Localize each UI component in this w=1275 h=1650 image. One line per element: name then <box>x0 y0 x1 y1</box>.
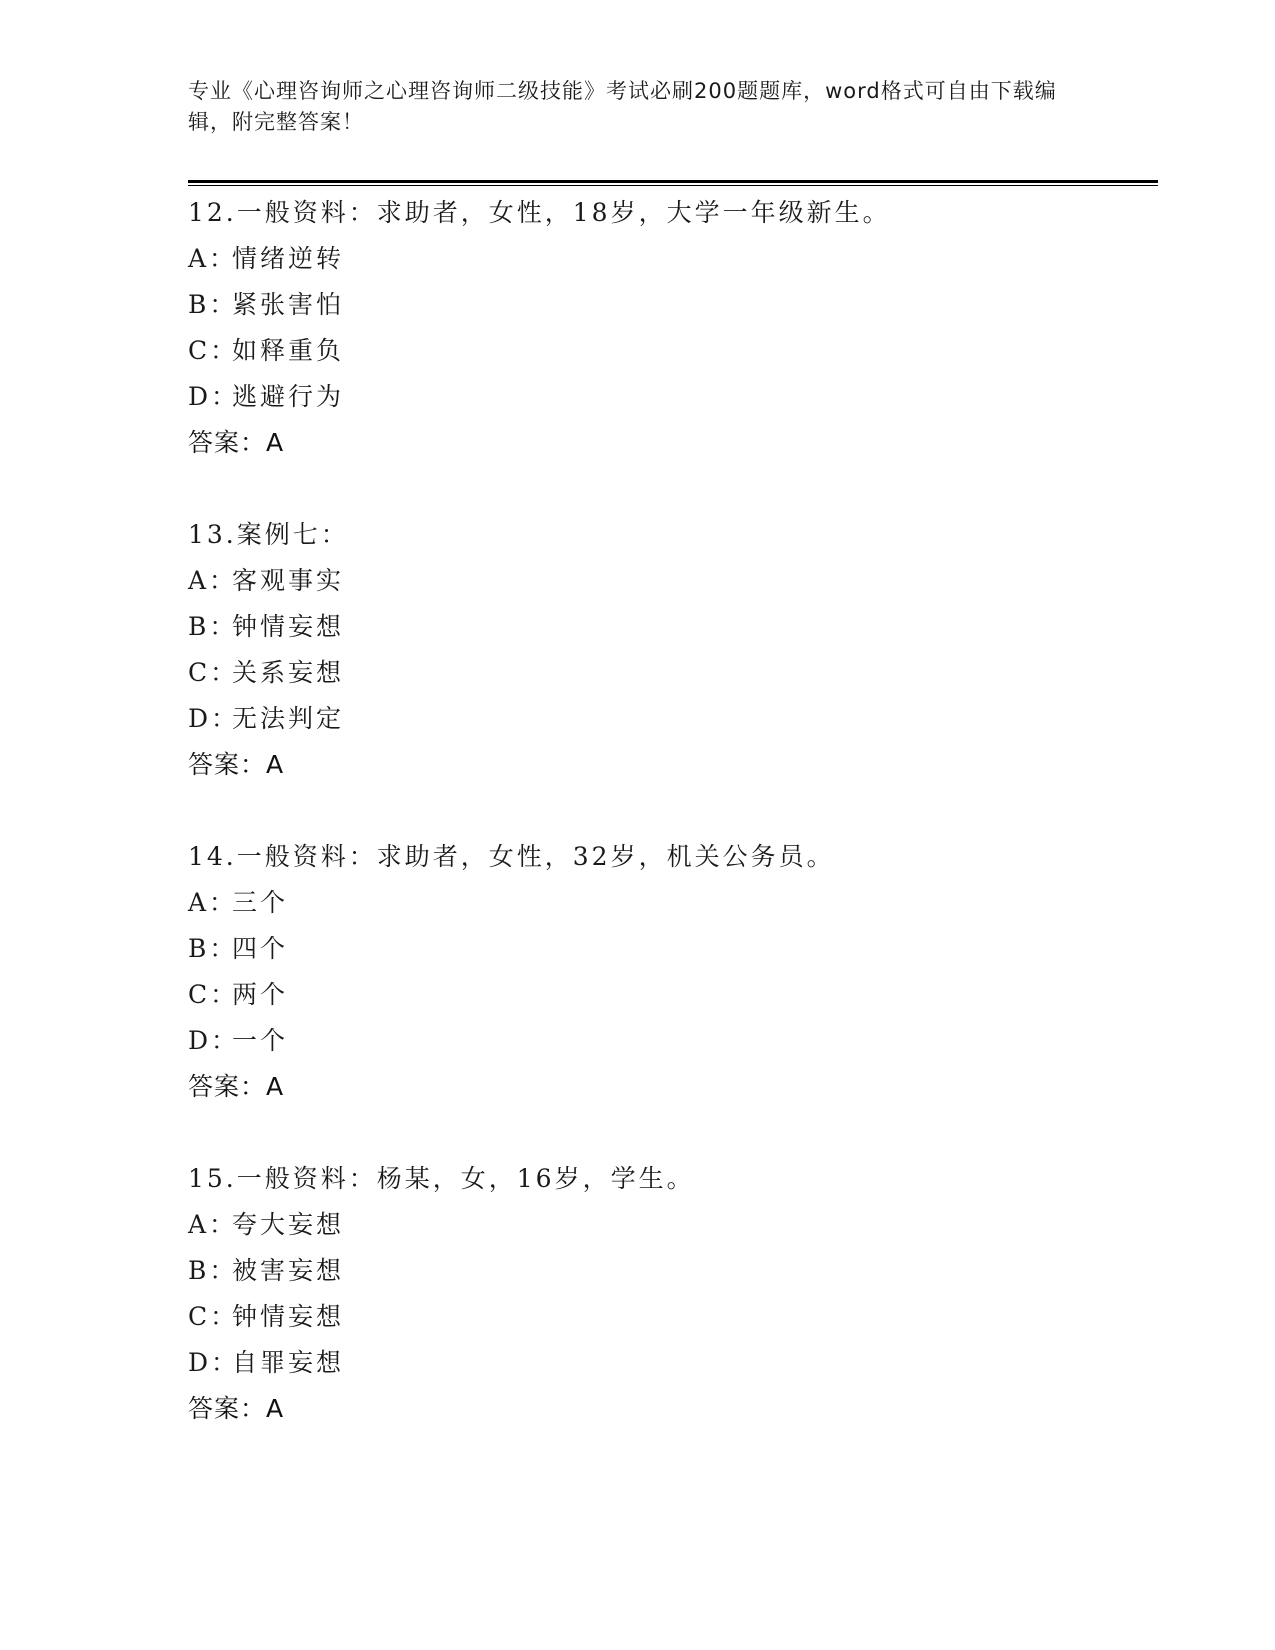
option-key: A： <box>188 244 238 273</box>
question-stem: 14.一般资料：求助者，女性，32岁，机关公务员。 <box>188 842 835 871</box>
answer-line: 答案：A <box>188 428 285 457</box>
option-b <box>188 282 1158 328</box>
option-c <box>188 972 1158 1018</box>
option-text: 如释重负 <box>232 336 345 365</box>
option-key: C： <box>188 1302 239 1331</box>
option-b <box>188 926 1158 972</box>
document-header: 专业《心理咨询师之心理咨询师二级技能》考试必刷200题题库，word格式可自由下载编辑，附完整答案！ <box>188 79 1057 134</box>
answer-line: 答案：A <box>188 1394 285 1423</box>
question-12 <box>188 190 1158 466</box>
option-key: C： <box>188 658 239 687</box>
option-c <box>188 1294 1158 1340</box>
option-key: D： <box>188 704 240 733</box>
option-text: 自罪妄想 <box>232 1348 345 1377</box>
option-key: D： <box>188 1026 240 1055</box>
question-stem: 12.一般资料：求助者，女性，18岁，大学一年级新生。 <box>188 198 891 227</box>
option-a <box>188 880 1158 926</box>
option-text: 逃避行为 <box>232 382 345 411</box>
option-text: 一个 <box>232 1026 289 1055</box>
option-d <box>188 696 1158 742</box>
option-key: B： <box>188 1256 238 1285</box>
option-text: 客观事实 <box>232 566 345 595</box>
question-14 <box>188 834 1158 1110</box>
option-b <box>188 1248 1158 1294</box>
option-key: C： <box>188 336 239 365</box>
option-text: 被害妄想 <box>232 1256 345 1285</box>
option-text: 两个 <box>232 980 289 1009</box>
option-a <box>188 558 1158 604</box>
answer-line: 答案：A <box>188 1072 285 1101</box>
option-key: A： <box>188 888 238 917</box>
option-text: 紧张害怕 <box>232 290 345 319</box>
option-b <box>188 604 1158 650</box>
option-key: B： <box>188 934 238 963</box>
option-text: 四个 <box>232 934 289 963</box>
question-13 <box>188 512 1158 788</box>
option-key: A： <box>188 1210 238 1239</box>
option-c <box>188 328 1158 374</box>
option-a <box>188 1202 1158 1248</box>
option-d <box>188 1340 1158 1386</box>
question-15 <box>188 1156 1158 1432</box>
option-key: A： <box>188 566 238 595</box>
option-key: D： <box>188 382 240 411</box>
option-text: 无法判定 <box>232 704 345 733</box>
option-key: D： <box>188 1348 240 1377</box>
option-text: 情绪逆转 <box>232 244 345 273</box>
option-text: 钟情妄想 <box>232 612 345 641</box>
option-text: 关系妄想 <box>232 658 345 687</box>
option-c <box>188 650 1158 696</box>
header-divider-thin <box>188 185 1158 186</box>
question-list <box>188 190 1158 1478</box>
option-text: 三个 <box>232 888 289 917</box>
option-key: C： <box>188 980 239 1009</box>
option-a <box>188 236 1158 282</box>
header-divider-thick <box>188 180 1158 183</box>
option-key: B： <box>188 612 238 641</box>
answer-line: 答案：A <box>188 750 285 779</box>
question-stem: 15.一般资料：杨某，女，16岁，学生。 <box>188 1164 695 1193</box>
question-stem: 13.案例七： <box>188 520 349 549</box>
option-d <box>188 374 1158 420</box>
option-d <box>188 1018 1158 1064</box>
option-text: 钟情妄想 <box>232 1302 345 1331</box>
option-text: 夸大妄想 <box>232 1210 345 1239</box>
option-key: B： <box>188 290 238 319</box>
